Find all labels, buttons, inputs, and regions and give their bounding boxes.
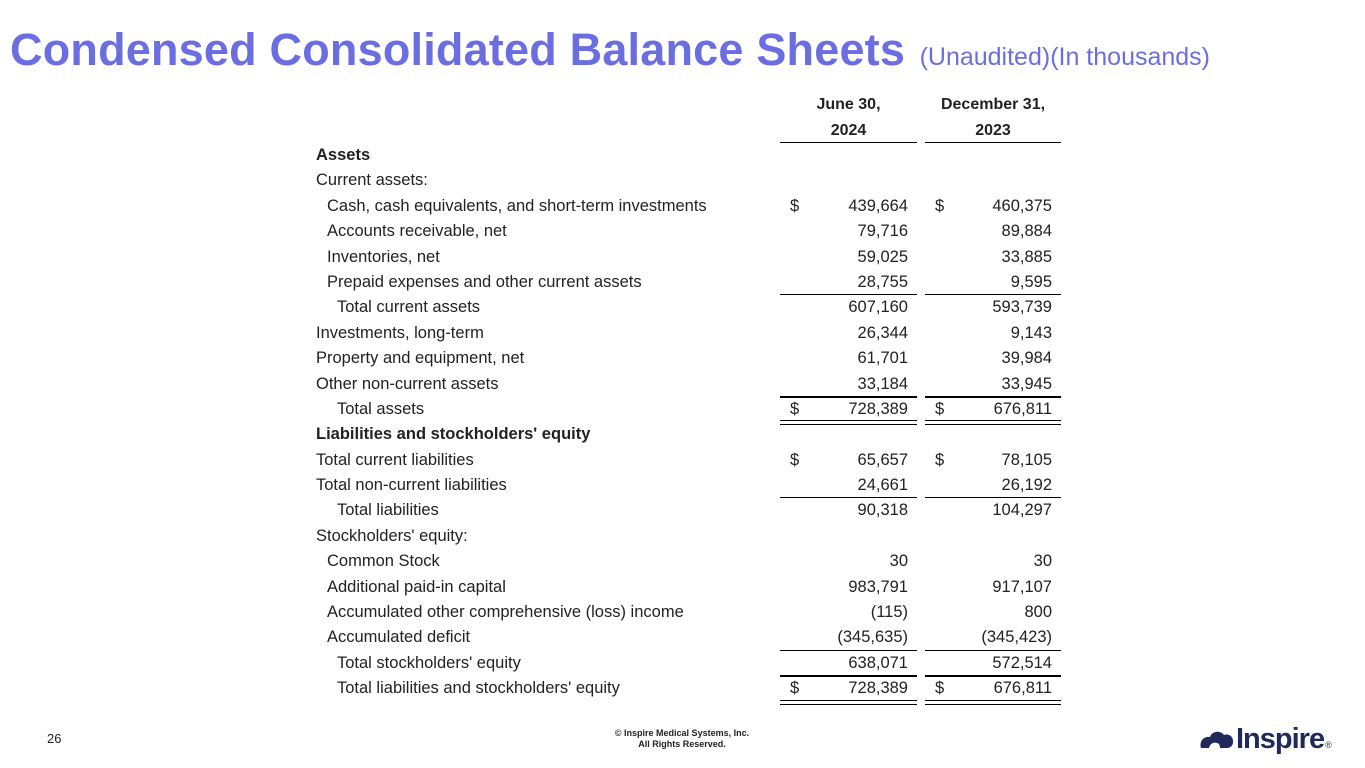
value-june-2024: 30 <box>889 552 908 571</box>
total-top-rule <box>780 397 917 398</box>
table-row <box>316 473 1061 498</box>
currency-symbol: $ <box>790 196 800 215</box>
value-june-2024: (345,635) <box>837 628 908 647</box>
value-june-2024: (115) <box>870 603 908 622</box>
table-row <box>316 422 1061 447</box>
currency-symbol: $ <box>935 679 945 698</box>
table-row <box>316 168 1061 193</box>
currency-symbol: $ <box>790 399 800 418</box>
row-label: Total assets <box>337 399 425 418</box>
value-june-2024: 439,664 <box>848 196 908 215</box>
row-label: Inventories, net <box>327 247 440 266</box>
value-dec-2023: 9,143 <box>1010 323 1052 342</box>
table-row <box>316 194 1061 219</box>
table-row <box>316 372 1061 397</box>
value-dec-2023: 33,945 <box>1001 374 1052 393</box>
value-dec-2023: 676,811 <box>993 399 1052 418</box>
double-rule <box>780 700 917 705</box>
title-main: Condensed Consolidated Balance Sheets <box>10 24 906 75</box>
currency-symbol: $ <box>935 196 945 215</box>
table-row <box>316 346 1061 371</box>
table-row <box>316 600 1061 625</box>
table-row <box>316 143 1061 168</box>
row-label: Accounts receivable, net <box>327 222 507 241</box>
double-rule <box>925 700 1061 705</box>
row-label: Additional paid-in capital <box>327 577 506 596</box>
value-dec-2023: 9,595 <box>1010 272 1052 291</box>
total-top-rule <box>925 397 1061 398</box>
inspire-logo <box>1198 722 1332 756</box>
table-row <box>316 498 1061 523</box>
value-dec-2023: 460,375 <box>992 196 1052 215</box>
currency-symbol: $ <box>790 679 800 698</box>
value-dec-2023: 39,984 <box>1001 349 1052 368</box>
column-header-line1: December 31, <box>940 96 1046 113</box>
table-row <box>316 676 1061 701</box>
table-row <box>316 295 1061 320</box>
value-june-2024: 90,318 <box>857 501 908 520</box>
currency-symbol: $ <box>935 399 945 418</box>
table-row <box>316 575 1061 600</box>
value-june-2024: 33,184 <box>857 374 908 393</box>
row-label: Total current liabilities <box>316 450 474 469</box>
value-june-2024: 28,755 <box>857 272 908 291</box>
balance-sheet-table <box>316 143 1061 702</box>
row-label: Investments, long-term <box>316 323 484 342</box>
row-label: Total liabilities <box>337 501 439 520</box>
total-top-rule <box>780 676 917 677</box>
row-label: Total current assets <box>337 298 481 317</box>
table-row <box>316 448 1061 473</box>
currency-symbol: $ <box>790 450 800 469</box>
inspire-logo-icon <box>1198 727 1236 751</box>
row-label: Total non-current liabilities <box>316 476 507 495</box>
table-row <box>316 245 1061 270</box>
row-label: Property and equipment, net <box>316 349 525 368</box>
value-dec-2023: 104,297 <box>992 501 1052 520</box>
value-dec-2023: 676,811 <box>993 679 1052 698</box>
value-dec-2023: 572,514 <box>992 653 1052 672</box>
value-june-2024: 24,661 <box>857 476 908 495</box>
table-row <box>316 524 1061 549</box>
value-dec-2023: 78,105 <box>1001 450 1052 469</box>
logo-registered-mark: ® <box>1325 740 1332 750</box>
row-label: Accumulated deficit <box>327 628 471 647</box>
column-header-line2: 2023 <box>975 122 1011 139</box>
column-header-dec-2023 <box>925 92 1061 144</box>
value-dec-2023: 89,884 <box>1001 222 1052 241</box>
row-label: Accumulated other comprehensive (loss) income <box>327 603 684 622</box>
table-row <box>316 270 1061 295</box>
table-row <box>316 321 1061 346</box>
table-row <box>316 651 1061 676</box>
value-june-2024: 79,716 <box>857 222 908 241</box>
logo-text: Inspire <box>1236 722 1325 755</box>
table-row <box>316 549 1061 574</box>
value-dec-2023: 26,192 <box>1001 476 1052 495</box>
value-june-2024: 638,071 <box>848 653 908 672</box>
row-label: Other non-current assets <box>316 374 499 393</box>
row-label: Current assets: <box>316 171 428 190</box>
row-label: Prepaid expenses and other current assets <box>327 272 642 291</box>
title-subtitle: (Unaudited)(In thousands) <box>919 43 1211 71</box>
value-june-2024: 607,160 <box>848 298 908 317</box>
value-dec-2023: 800 <box>1024 603 1052 622</box>
table-row <box>316 625 1061 650</box>
column-header-line2: 2024 <box>830 122 867 139</box>
row-label: Total liabilities and stockholders' equity <box>337 679 620 698</box>
value-june-2024: 728,389 <box>848 399 908 418</box>
value-dec-2023: 30 <box>1033 552 1052 571</box>
row-label: Cash, cash equivalents, and short-term investments <box>327 196 707 215</box>
value-june-2024: 65,657 <box>857 450 908 469</box>
row-label: Common Stock <box>327 552 440 571</box>
row-label: Assets <box>316 146 371 164</box>
value-dec-2023: 593,739 <box>992 298 1052 317</box>
table-row <box>316 219 1061 244</box>
value-june-2024: 26,344 <box>857 323 908 342</box>
total-top-rule <box>925 676 1061 677</box>
row-label: Liabilities and stockholders' equity <box>316 425 591 444</box>
page-number: 26 <box>47 731 62 746</box>
value-june-2024: 59,025 <box>857 247 908 266</box>
page-title <box>10 24 1210 76</box>
column-header-line1: June 30, <box>816 96 881 113</box>
value-june-2024: 61,701 <box>857 349 908 368</box>
table-row <box>316 397 1061 422</box>
value-dec-2023: 33,885 <box>1001 247 1052 266</box>
copyright-notice <box>562 728 802 750</box>
row-label: Total stockholders' equity <box>337 653 521 672</box>
copyright-line1: © Inspire Medical Systems, Inc. <box>614 728 750 738</box>
value-dec-2023: 917,107 <box>992 577 1052 596</box>
copyright-line2: All Rights Reserved. <box>638 739 726 749</box>
row-label: Stockholders' equity: <box>316 526 468 545</box>
column-header-june-2024 <box>780 92 917 144</box>
value-dec-2023: (345,423) <box>981 628 1052 647</box>
value-june-2024: 728,389 <box>848 679 908 698</box>
currency-symbol: $ <box>935 450 945 469</box>
value-june-2024: 983,791 <box>848 577 908 596</box>
